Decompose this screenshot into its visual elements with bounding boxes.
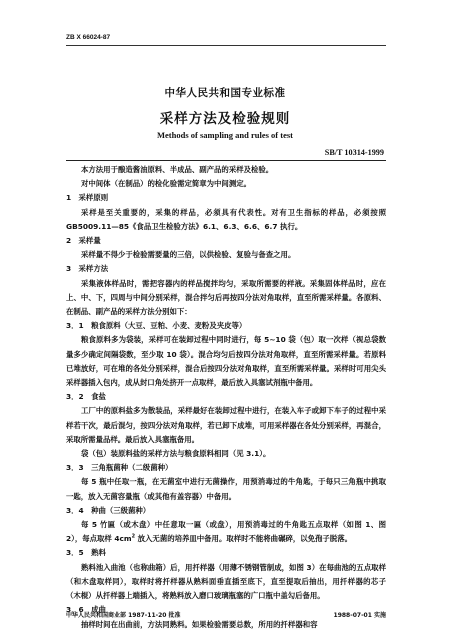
approval-note: 中华人民共和国商业部 1987-11-20 批准 <box>66 612 181 619</box>
section-text-3: 采集液体样品时，需把容器内的样品搅拌均匀，采取所需要的样液。采集固体样品时，应在上、中、下，四周与中间分别采样，混合拌匀后再按四分法对角取样，直至所需采样量。各原料、在制品、副产品的采样方法分别如下： <box>66 278 386 317</box>
section-heading-3-3: 3．3 三角瓶菌种（二级菌种） <box>66 463 173 473</box>
section-text-3-1: 粮食原料多为袋装，采样可在装卸过程中同时进行，每 5~10 袋（包）取一次样（视总袋数量多少确定间隔袋数，至少取 10 袋）。混合均匀后按四分法对角取样，直至所需采样量。若原料已堆放好，可在堆的各处分别采样，混合后按四分法对角取样，直至所需采样量。采样时可用尖头采样器插入包内，成从封口角处挤开一点取样，最后放入具塞试剂瓶中备用。 <box>66 335 386 388</box>
section-text-3-4-a: 每 5 竹匾（或木盘）中任意取一匾（或盘），用预消毒过的牛角匙五点取样（如图 1、图 2），每点取样 4cm <box>66 520 386 544</box>
effective-date: 1988-07-01 实施 <box>333 612 386 619</box>
standard-number: SB/T 10314-1999 <box>324 148 384 157</box>
document-body <box>66 163 386 632</box>
section-heading-3-6: 3．6 成曲 <box>66 605 106 615</box>
title-rule <box>66 160 386 161</box>
section-text-3-2: 工厂中的原料盐多为散装品，采样最好在装卸过程中进行，在装入车子或卸下车子的过程中采样若干次，最后混匀，按四分法对角取样，若已卸下成堆，可用采样器在各处分别采样，再混合，采取所需量品样。最后放入具塞瓶备用。 <box>66 406 386 444</box>
section-text-3-4 <box>66 518 386 546</box>
section-text-3-5: 熟料池入曲池（也称曲箱）后，用扦样器（用薄不锈钢管制成，如图 3）在每曲池的五点取样（和木盘取样同），取样时将扦样器从熟料面垂直插至底下，直至提取后抽出，用扦样器的芯子（木棍）从扦样器上端插入，将熟料放入磨口玻璃瓶塞的广口瓶中盖勾后备用。 <box>66 562 386 601</box>
superscript-2: 2 <box>131 533 136 540</box>
section-text-2: 采样量不得少于检验需要量的三倍，以供检验、复验与备查之用。 <box>81 250 296 260</box>
header-rule <box>66 45 386 46</box>
issuing-organization: 中华人民共和国专业标准 <box>164 87 286 99</box>
section-text-3-3: 每 5 瓶中任取一瓶，在无菌室中进行无菌操作，用预消毒过的牛角匙，于每只三角瓶中挑取一匙，放入无菌容量瓶（或其他有盖容器）中备用。 <box>66 477 386 501</box>
footer <box>66 610 386 619</box>
section-note-3-2: 袋（包）装原料盐的采样方法与粮食原料相同（见 3.1）。 <box>81 449 271 459</box>
section-heading-3-5: 3．5 熟料 <box>66 548 106 558</box>
section-heading-3-4: 3．4 种曲（三级菌种） <box>66 505 151 515</box>
intro-line-2: 对中间体（在制品）的检化验需定简章为中间测定。 <box>81 179 251 189</box>
intro-line-1: 本方法用于酿造酱油原料、半成品、副产品的采样及检验。 <box>81 165 274 174</box>
section-heading-2: 2 采样量 <box>66 236 101 246</box>
header-code: ZB X 66024-87 <box>66 34 111 41</box>
section-text-3-4-b: 放入无菌的培养皿中备用。取样时不能将曲碾碎，以免孢子脱落。 <box>135 534 352 544</box>
section-heading-3-1: 3．1 粮食原料（大豆、豆粕、小麦、麦粉及夹皮等） <box>66 321 247 331</box>
section-heading-3: 3 采样方法 <box>66 264 109 274</box>
section-text-1: 采样是至关重要的，采集的样品，必须具有代表性。对有卫生指标的样品，必须按照 GB5009.11—85《食品卫生检验方法》6.1、6.3、6.6、6.7 执行。 <box>66 207 386 231</box>
section-heading-3-2: 3．2 食盐 <box>66 392 106 402</box>
section-heading-1: 1 采样原则 <box>66 193 109 203</box>
section-text-3-6: 抽样时间在出曲前，方法同熟料。如果检验需要总数，所用的扦样器和容 <box>81 619 318 629</box>
document-subtitle: Methods of sampling and rules of test <box>156 130 293 140</box>
document-title: 采样方法及检验规则 <box>159 111 291 127</box>
